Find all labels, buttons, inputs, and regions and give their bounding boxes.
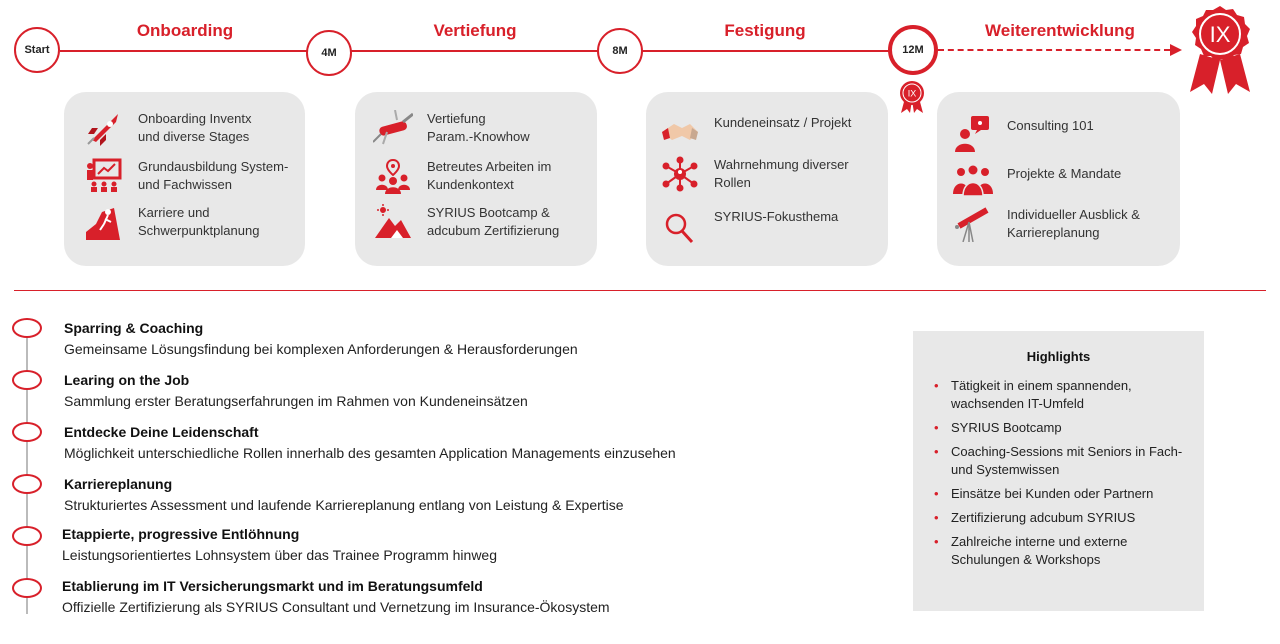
card-item xyxy=(84,110,251,146)
highlight-item xyxy=(933,377,1195,413)
benefit-desc: Offizielle Zertifizierung als SYRIUS Consultant und Vernetzung im Insurance-Ökosystem xyxy=(62,599,610,615)
team-location-icon xyxy=(373,158,413,194)
milestone-start: Start xyxy=(14,27,60,73)
award-badge-icon xyxy=(1186,4,1254,96)
card-item xyxy=(373,158,551,194)
small-award-badge-icon xyxy=(898,80,926,114)
card-item xyxy=(660,156,849,192)
highlight-item xyxy=(933,443,1195,479)
bullet-icon: • xyxy=(934,444,939,459)
card-item xyxy=(660,209,839,248)
small-badge-label: IX xyxy=(907,88,917,99)
climber-icon xyxy=(84,204,124,240)
bullet-icon: • xyxy=(934,378,939,393)
highlights-box xyxy=(913,331,1204,611)
card-item-text: Projekte & Mandate xyxy=(1007,166,1122,181)
highlight-item xyxy=(933,419,1195,437)
bullet-icon: • xyxy=(934,420,939,435)
section-divider xyxy=(14,290,1266,291)
card-item xyxy=(953,116,1094,152)
card-item-text: Onboarding Inventx und diverse Stages xyxy=(138,111,252,144)
benefit-title: Karriereplanung xyxy=(64,476,173,492)
consultant-icon xyxy=(953,116,993,152)
benefit-desc: Gemeinsame Lösungsfindung bei komplexen Anforderungen & Herausforderungen xyxy=(64,341,578,357)
card-item-text: SYRIUS-Fokusthema xyxy=(714,209,839,224)
card-item xyxy=(953,206,1140,242)
benefit-marker-icon xyxy=(12,474,42,494)
benefit-title: Etablierung im IT Versicherungsmarkt und im Beratungsumfeld xyxy=(62,578,483,594)
highlight-text: Zahlreiche interne und externe Schulungen & Workshops xyxy=(951,534,1128,567)
card-item xyxy=(84,158,288,194)
network-icon xyxy=(660,156,700,192)
benefit-desc: Leistungsorientiertes Lohnsystem über das Trainee Programm hinweg xyxy=(62,547,498,563)
highlight-item xyxy=(933,509,1195,527)
timeline-arrow-icon xyxy=(1170,44,1182,56)
benefit-marker-icon xyxy=(12,370,42,390)
card-item-text: Vertiefung Param.-Knowhow xyxy=(427,111,530,144)
milestone-4m: 4M xyxy=(306,30,352,76)
card-item xyxy=(84,204,259,240)
card-item-text: Betreutes Arbeiten im Kundenkontext xyxy=(427,159,552,192)
highlight-text: SYRIUS Bootcamp xyxy=(951,420,1062,435)
benefit-marker-icon xyxy=(12,578,42,598)
bullet-icon: • xyxy=(934,534,939,549)
timeline-dashed-line xyxy=(938,49,1170,51)
highlight-text: Tätigkeit in einem spannenden, wachsenden IT-Umfeld xyxy=(951,378,1132,411)
phase-card-onboarding xyxy=(64,92,305,266)
card-item-text: Individueller Ausblick & Karriereplanung xyxy=(1007,207,1140,240)
phase-card-vertiefung xyxy=(355,92,597,266)
telescope-icon xyxy=(953,206,993,242)
benefit-title: Entdecke Deine Leidenschaft xyxy=(64,424,259,440)
card-item-text: Grundausbildung System- und Fachwissen xyxy=(138,159,289,192)
phase-title-festigung: Festigung xyxy=(724,21,806,40)
card-item xyxy=(373,110,530,146)
highlights-list xyxy=(933,377,1195,575)
phase-card-festigung xyxy=(646,92,888,266)
badge-label: IX xyxy=(1209,22,1231,47)
milestone-8m: 8M xyxy=(597,28,643,74)
bullet-icon: • xyxy=(934,510,939,525)
rocket-icon xyxy=(84,110,124,146)
presentation-icon xyxy=(84,158,124,194)
card-item-text: Karriere und Schwerpunktplanung xyxy=(138,205,260,238)
card-item xyxy=(660,114,851,150)
swiss-knife-icon xyxy=(373,110,413,146)
highlight-item xyxy=(933,533,1195,569)
benefit-title: Etappierte, progressive Entlöhnung xyxy=(62,526,300,542)
group-icon xyxy=(953,162,993,198)
highlight-text: Einsätze bei Kunden oder Partnern xyxy=(951,486,1154,501)
card-item xyxy=(953,162,1121,198)
phase-title-vertiefung: Vertiefung xyxy=(433,21,517,40)
highlights-title: Highlights xyxy=(1026,349,1091,364)
card-item-text: Kundeneinsatz / Projekt xyxy=(714,115,852,130)
card-item-text: SYRIUS Bootcamp & adcubum Zertifizierung xyxy=(427,205,560,238)
timeline-line xyxy=(60,50,892,52)
benefit-desc: Strukturiertes Assessment und laufende Karriereplanung entlang von Leistung & Expertise xyxy=(64,497,624,513)
benefit-marker-icon xyxy=(12,422,42,442)
highlight-text: Coaching-Sessions mit Seniors in Fach- und Systemwissen xyxy=(951,444,1183,477)
benefit-marker-icon xyxy=(12,526,42,546)
phase-title-onboarding: Onboarding xyxy=(136,21,234,40)
benefit-title: Learing on the Job xyxy=(64,372,190,388)
mountain-icon xyxy=(373,204,413,240)
highlight-item xyxy=(933,485,1195,503)
phase-title-weiterentwicklung: Weiterentwicklung xyxy=(985,21,1135,40)
benefit-desc: Sammlung erster Beratungserfahrungen im Rahmen von Kundeneinsätzen xyxy=(64,393,528,409)
highlight-text: Zertifizierung adcubum SYRIUS xyxy=(951,510,1136,525)
card-item-text: Wahrnehmung diverser Rollen xyxy=(714,157,849,190)
card-item-text: Consulting 101 xyxy=(1007,118,1094,133)
phase-card-weiterentwicklung xyxy=(937,92,1180,266)
benefit-desc: Möglichkeit unterschiedliche Rollen innerhalb des gesamten Application Managements einzusehen xyxy=(64,445,676,461)
handshake-icon xyxy=(660,114,700,150)
benefit-marker-icon xyxy=(12,318,42,338)
card-item xyxy=(373,204,559,240)
milestone-12m: 12M xyxy=(888,25,938,75)
benefit-title: Sparring & Coaching xyxy=(64,320,204,336)
magnifier-icon xyxy=(660,212,700,248)
bullet-icon: • xyxy=(934,486,939,501)
